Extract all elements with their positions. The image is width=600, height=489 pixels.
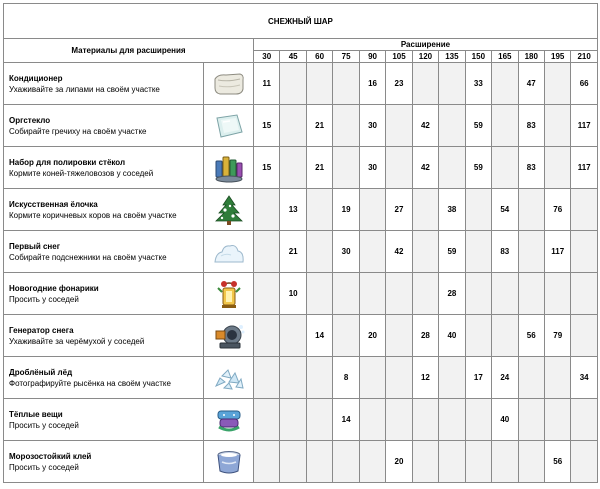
value-cell: 23 <box>386 63 412 105</box>
value-cell <box>544 357 570 399</box>
value-cell <box>280 105 306 147</box>
value-cell <box>359 231 385 273</box>
value-cell <box>465 189 491 231</box>
material-source: Просить у соседей <box>9 294 79 304</box>
value-cell <box>359 441 385 483</box>
value-cell <box>412 231 438 273</box>
table-row <box>4 399 598 441</box>
value-cell: 15 <box>254 105 280 147</box>
value-cell <box>254 273 280 315</box>
material-name: Генератор снега <box>9 325 74 335</box>
value-cell <box>492 147 518 189</box>
table-row <box>4 273 598 315</box>
material-cell <box>4 399 204 441</box>
value-cell: 15 <box>254 147 280 189</box>
value-cell: 76 <box>544 189 570 231</box>
value-cell: 14 <box>333 399 359 441</box>
value-cell <box>333 63 359 105</box>
value-cell <box>465 231 491 273</box>
value-cell <box>544 105 570 147</box>
value-cell: 13 <box>280 189 306 231</box>
value-cell <box>306 273 332 315</box>
value-cell <box>518 273 544 315</box>
value-cell: 42 <box>412 147 438 189</box>
value-cell <box>439 63 465 105</box>
warm-clothes-icon <box>204 399 254 441</box>
value-cell <box>465 399 491 441</box>
material-cell <box>4 189 204 231</box>
value-cell <box>544 273 570 315</box>
value-cell <box>465 315 491 357</box>
level-header-210: 210 <box>571 51 597 63</box>
value-cell <box>518 399 544 441</box>
value-cell: 38 <box>439 189 465 231</box>
value-cell <box>544 399 570 441</box>
value-cell <box>359 357 385 399</box>
materials-header: Материалы для расширения <box>4 39 254 63</box>
value-cell <box>518 357 544 399</box>
value-cell <box>254 357 280 399</box>
snow-pile-icon <box>204 231 254 273</box>
value-cell <box>386 105 412 147</box>
value-cell: 56 <box>518 315 544 357</box>
value-cell <box>280 315 306 357</box>
expansion-header: Расширение <box>254 39 598 51</box>
material-cell <box>4 315 204 357</box>
value-cell: 28 <box>412 315 438 357</box>
value-cell <box>412 189 438 231</box>
value-cell: 117 <box>571 105 597 147</box>
material-source: Кормите коней-тяжеловозов у соседей <box>9 168 154 178</box>
value-cell <box>333 315 359 357</box>
table-row <box>4 441 598 483</box>
value-cell <box>280 441 306 483</box>
value-cell: 20 <box>359 315 385 357</box>
value-cell <box>280 147 306 189</box>
material-name: Новогодние фонарики <box>9 283 99 293</box>
value-cell <box>439 441 465 483</box>
level-header-195: 195 <box>544 51 570 63</box>
value-cell <box>571 273 597 315</box>
value-cell <box>359 189 385 231</box>
value-cell <box>492 315 518 357</box>
value-cell <box>492 63 518 105</box>
value-cell: 21 <box>280 231 306 273</box>
value-cell <box>254 315 280 357</box>
material-cell <box>4 231 204 273</box>
value-cell <box>492 441 518 483</box>
material-source: Кормите коричневых коров на своём участке <box>9 210 177 220</box>
value-cell <box>465 441 491 483</box>
value-cell <box>571 231 597 273</box>
value-cell <box>412 441 438 483</box>
value-cell: 11 <box>254 63 280 105</box>
value-cell: 24 <box>492 357 518 399</box>
level-header-150: 150 <box>465 51 491 63</box>
value-cell <box>280 399 306 441</box>
table-row <box>4 231 598 273</box>
polish-kit-icon <box>204 147 254 189</box>
value-cell: 17 <box>465 357 491 399</box>
value-cell <box>412 63 438 105</box>
value-cell: 14 <box>306 315 332 357</box>
table-row <box>4 105 598 147</box>
value-cell: 40 <box>439 315 465 357</box>
level-header-30: 30 <box>254 51 280 63</box>
value-cell <box>254 231 280 273</box>
material-name: Набор для полировки стёкол <box>9 157 126 167</box>
value-cell <box>306 357 332 399</box>
value-cell <box>518 441 544 483</box>
table-row <box>4 147 598 189</box>
material-source: Просить у соседей <box>9 462 79 472</box>
value-cell <box>492 273 518 315</box>
value-cell <box>254 189 280 231</box>
level-header-120: 120 <box>412 51 438 63</box>
value-cell: 79 <box>544 315 570 357</box>
value-cell: 19 <box>333 189 359 231</box>
pillow-icon <box>204 63 254 105</box>
value-cell: 42 <box>412 105 438 147</box>
value-cell <box>518 231 544 273</box>
value-cell: 66 <box>571 63 597 105</box>
value-cell: 27 <box>386 189 412 231</box>
value-cell <box>492 105 518 147</box>
material-name: Тёплые вещи <box>9 409 63 419</box>
value-cell: 117 <box>544 231 570 273</box>
value-cell: 12 <box>412 357 438 399</box>
value-cell: 28 <box>439 273 465 315</box>
value-cell <box>359 399 385 441</box>
table-row <box>4 189 598 231</box>
value-cell: 40 <box>492 399 518 441</box>
value-cell: 30 <box>359 105 385 147</box>
level-header-135: 135 <box>439 51 465 63</box>
value-cell <box>571 399 597 441</box>
value-cell <box>386 273 412 315</box>
material-cell <box>4 273 204 315</box>
value-cell: 59 <box>439 231 465 273</box>
material-source: Собирайте подснежники на своём участке <box>9 252 167 262</box>
value-cell <box>254 399 280 441</box>
value-cell: 59 <box>465 105 491 147</box>
value-cell: 20 <box>386 441 412 483</box>
level-header-105: 105 <box>386 51 412 63</box>
value-cell <box>306 399 332 441</box>
material-name: Оргстекло <box>9 115 51 125</box>
material-name: Морозостойкий клей <box>9 451 92 461</box>
value-cell: 117 <box>571 147 597 189</box>
level-header-90: 90 <box>359 51 385 63</box>
value-cell <box>571 441 597 483</box>
material-source: Фотографируйте рысёнка на своём участке <box>9 378 171 388</box>
value-cell <box>518 189 544 231</box>
value-cell <box>571 189 597 231</box>
value-cell: 30 <box>333 231 359 273</box>
level-header-75: 75 <box>333 51 359 63</box>
table-row <box>4 315 598 357</box>
value-cell <box>571 315 597 357</box>
material-name: Дроблёный лёд <box>9 367 73 377</box>
value-cell <box>333 441 359 483</box>
value-cell: 83 <box>518 147 544 189</box>
value-cell <box>465 273 491 315</box>
material-name: Кондиционер <box>9 73 63 83</box>
value-cell: 59 <box>465 147 491 189</box>
value-cell <box>386 357 412 399</box>
level-header-165: 165 <box>492 51 518 63</box>
level-header-180: 180 <box>518 51 544 63</box>
value-cell: 16 <box>359 63 385 105</box>
value-cell <box>306 441 332 483</box>
material-name: Искусственная ёлочка <box>9 199 98 209</box>
glue-jar-icon <box>204 441 254 483</box>
table-title: СНЕЖНЫЙ ШАР <box>4 4 598 39</box>
value-cell: 21 <box>306 105 332 147</box>
value-cell <box>386 399 412 441</box>
value-cell <box>544 63 570 105</box>
value-cell <box>412 273 438 315</box>
value-cell <box>306 63 332 105</box>
snow-generator-icon <box>204 315 254 357</box>
value-cell <box>306 231 332 273</box>
value-cell <box>439 357 465 399</box>
material-source: Собирайте гречиху на своём участке <box>9 126 147 136</box>
material-cell <box>4 441 204 483</box>
crushed-ice-icon <box>204 357 254 399</box>
value-cell <box>386 147 412 189</box>
material-cell <box>4 357 204 399</box>
value-cell <box>412 399 438 441</box>
level-header-45: 45 <box>280 51 306 63</box>
value-cell: 33 <box>465 63 491 105</box>
value-cell: 10 <box>280 273 306 315</box>
value-cell: 42 <box>386 231 412 273</box>
value-cell <box>359 273 385 315</box>
value-cell: 30 <box>359 147 385 189</box>
value-cell: 83 <box>518 105 544 147</box>
material-cell <box>4 63 204 105</box>
glass-sheet-icon <box>204 105 254 147</box>
table-row <box>4 63 598 105</box>
material-name: Первый снег <box>9 241 61 251</box>
value-cell: 54 <box>492 189 518 231</box>
value-cell <box>333 105 359 147</box>
value-cell <box>254 441 280 483</box>
lantern-icon <box>204 273 254 315</box>
material-cell <box>4 147 204 189</box>
material-source: Ухаживайте за черёмухой у соседей <box>9 336 145 346</box>
material-cell <box>4 105 204 147</box>
value-cell <box>280 357 306 399</box>
material-source: Ухаживайте за липами на своём участке <box>9 84 160 94</box>
value-cell: 47 <box>518 63 544 105</box>
value-cell <box>333 273 359 315</box>
value-cell <box>439 147 465 189</box>
level-header-60: 60 <box>306 51 332 63</box>
value-cell: 56 <box>544 441 570 483</box>
value-cell <box>386 315 412 357</box>
value-cell <box>333 147 359 189</box>
value-cell <box>306 189 332 231</box>
value-cell: 34 <box>571 357 597 399</box>
materials-body <box>4 63 598 483</box>
value-cell: 83 <box>492 231 518 273</box>
value-cell <box>280 63 306 105</box>
snowball-table <box>3 3 598 483</box>
table-row <box>4 357 598 399</box>
material-source: Просить у соседей <box>9 420 79 430</box>
value-cell <box>544 147 570 189</box>
fir-tree-icon <box>204 189 254 231</box>
value-cell: 8 <box>333 357 359 399</box>
value-cell <box>439 105 465 147</box>
value-cell: 21 <box>306 147 332 189</box>
value-cell <box>439 399 465 441</box>
